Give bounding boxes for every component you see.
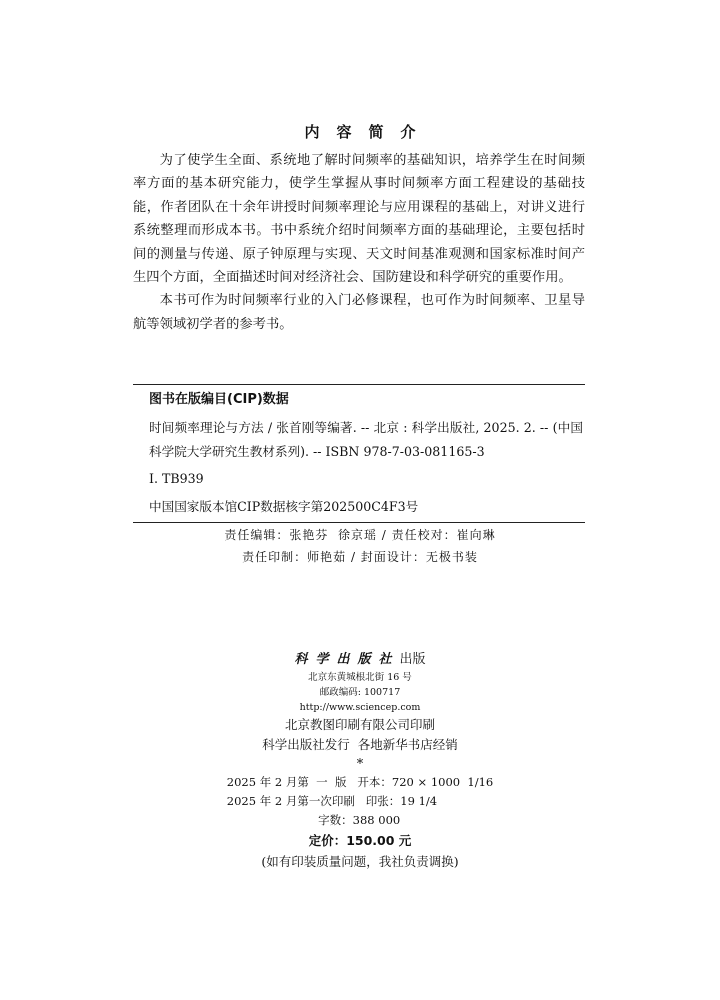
- editorial-credits: [0, 524, 720, 568]
- spec-row-edition: 2025 年 2 月第 一 版 开本：720 × 1000 1/16: [226, 775, 494, 789]
- intro-paragraph-1: 为了使学生全面、系统地了解时间频率的基础知识，培养学生在时间频率方面的基本研究能力，使学生掌握从事时间频率方面工程建设的基础技能，作者团队在十余年讲授时间频率理论与应用课程的基础上，对讲义进行系统整理而形成本书。书中系统介绍时间频率方面的基础理论，主要包括时间的测量与传递、原子钟原理与实现、天文时间基准观测和国家标准时间产生四个方面，全面描述时间对经济社会、国防建设和科学研究的重要作用。: [133, 153, 585, 286]
- separator-asterisk: *: [356, 757, 364, 772]
- cip-classification: Ⅰ. TB939: [149, 471, 204, 486]
- distribution-line: 科学出版社发行 各地新华书店经销: [262, 737, 458, 752]
- printer-line: 北京教图印刷有限公司印刷: [284, 717, 435, 732]
- cip-verification: 中国国家版本馆CIP数据核字第202500C4F3号: [149, 499, 419, 514]
- imprint-block: [0, 650, 720, 872]
- credits-line-2: 责任印制：师艳茹 / 封面设计：无极书装: [242, 550, 478, 564]
- publisher-address: 北京东黄城根北街 16 号: [308, 672, 412, 683]
- cip-top-rule: [133, 384, 585, 385]
- cip-heading: 图书在版编目(CIP)数据: [149, 392, 289, 407]
- spec-row-printing: 2025 年 2 月第一次印刷 印张：19 1/4: [226, 794, 438, 808]
- edition-specs: [227, 773, 493, 830]
- cip-entry: 时间频率理论与方法 / 张首刚等编著. -- 北京 : 科学出版社, 2025. 2. -- (中国科学院大学研究生教材系列). -- ISBN 978-7-03-081165-3: [149, 420, 583, 459]
- credits-line-1: 责任编辑：张艳芬 徐京瑶 / 责任校对：崔向琳: [224, 528, 496, 542]
- publisher-brand-logo: 科学出版社: [294, 652, 400, 667]
- publisher-postcode: 邮政编码: 100717: [319, 687, 401, 698]
- spec-row-wordcount: 字数：388 000: [226, 813, 401, 827]
- publisher-website: http://www.sciencep.com: [299, 702, 421, 713]
- price: 定价：150.00 元: [308, 833, 412, 848]
- intro-title: 内容简介: [304, 123, 433, 141]
- intro-body: [133, 149, 585, 336]
- cip-bottom-rule: [133, 522, 585, 523]
- publisher-suffix: 出版: [399, 652, 426, 667]
- publisher-line: [0, 650, 720, 670]
- cip-block: [133, 384, 585, 523]
- intro-paragraph-2: 本书可作为时间频率行业的入门必修课程，也可作为时间频率、卫星导航等领域初学者的参考书。: [133, 293, 585, 332]
- quality-note: (如有印装质量问题，我社负责调换): [261, 854, 459, 869]
